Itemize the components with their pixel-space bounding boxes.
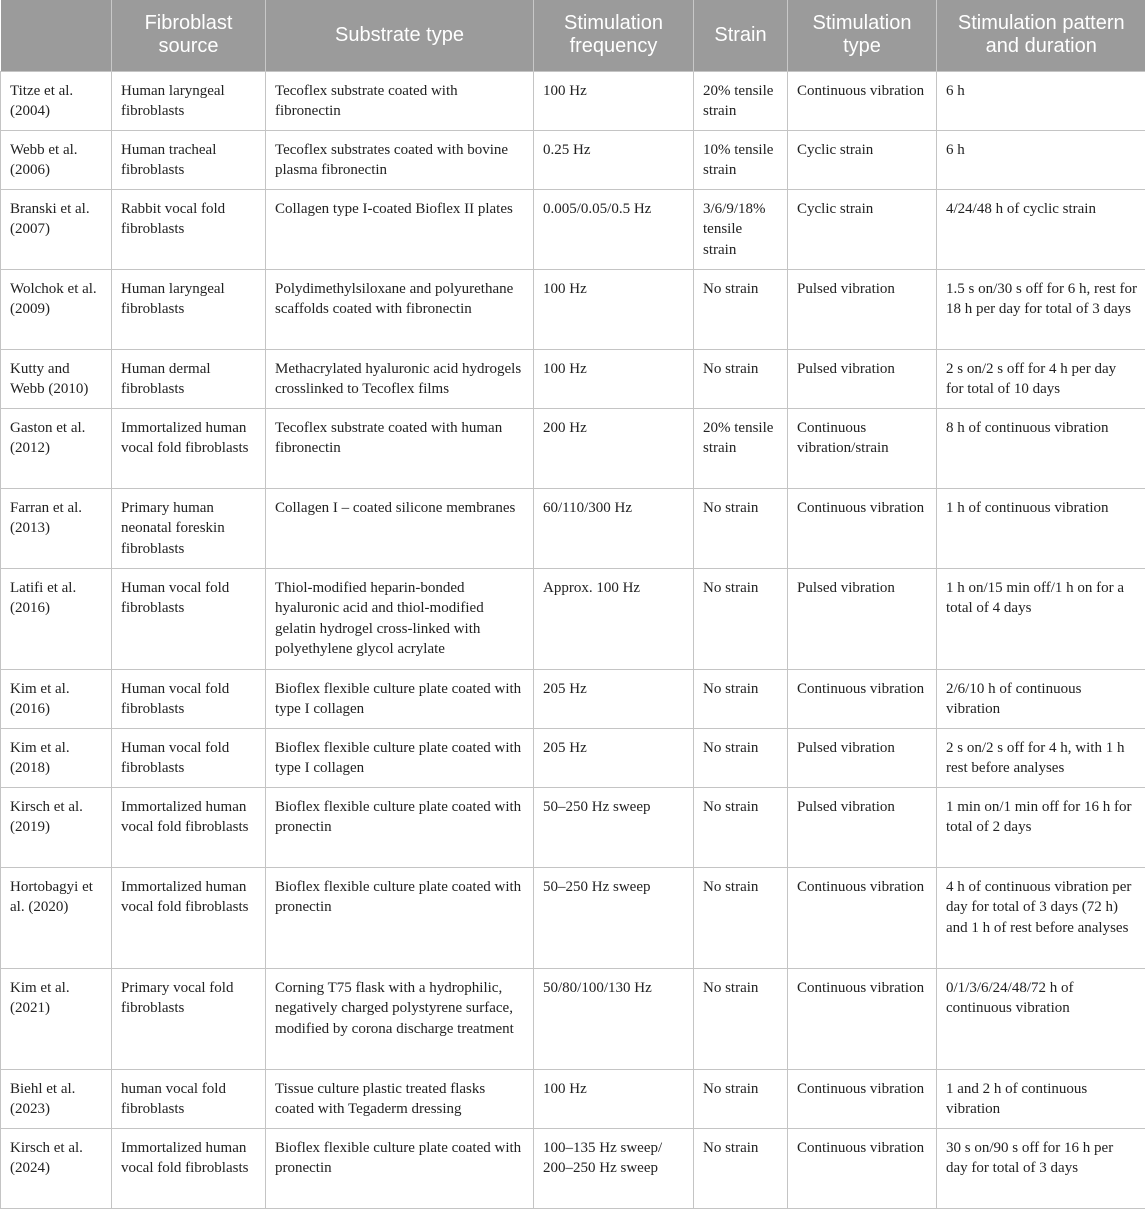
cell-substrate-type: Polydimethylsiloxane and polyurethane scaffolds coated with fibronectin — [266, 269, 534, 349]
cell-study: Gaston et al. (2012) — [1, 408, 112, 488]
table-row — [1, 408, 1145, 488]
cell-strain: No strain — [694, 669, 788, 728]
cell-substrate-type: Tecoflex substrates coated with bovine plasma fibronectin — [266, 130, 534, 189]
header-stimulation-frequency: Stimulation frequency — [534, 0, 694, 71]
cell-substrate-type: Collagen type I-coated Bioflex II plates — [266, 189, 534, 269]
cell-stimulation-type: Cyclic strain — [788, 130, 937, 189]
table-row — [1, 71, 1145, 130]
cell-strain: No strain — [694, 787, 788, 867]
cell-study: Kirsch et al. (2019) — [1, 787, 112, 867]
cell-stimulation-pattern: 2 s on/2 s off for 4 h per day for total of 10 days — [937, 349, 1145, 408]
cell-stimulation-frequency: Approx. 100 Hz — [534, 568, 694, 669]
table-row — [1, 568, 1145, 669]
cell-substrate-type: Bioflex flexible culture plate coated with pronectin — [266, 1128, 534, 1208]
cell-fibroblast-source: Human vocal fold fibroblasts — [112, 669, 266, 728]
cell-stimulation-type: Continuous vibration — [788, 1128, 937, 1208]
table-row — [1, 1128, 1145, 1208]
cell-stimulation-pattern: 1.5 s on/30 s off for 6 h, rest for 18 h per day for total of 3 days — [937, 269, 1145, 349]
cell-strain: 20% tensile strain — [694, 408, 788, 488]
cell-study: Kirsch et al. (2024) — [1, 1128, 112, 1208]
cell-strain: No strain — [694, 349, 788, 408]
cell-stimulation-type: Pulsed vibration — [788, 787, 937, 867]
table-header — [1, 0, 1145, 71]
cell-substrate-type: Bioflex flexible culture plate coated with type I collagen — [266, 728, 534, 787]
cell-strain: No strain — [694, 488, 788, 568]
table-row — [1, 968, 1145, 1069]
cell-substrate-type: Collagen I – coated silicone membranes — [266, 488, 534, 568]
table-body — [1, 71, 1145, 1208]
cell-stimulation-type: Continuous vibration — [788, 968, 937, 1069]
cell-substrate-type: Bioflex flexible culture plate coated with pronectin — [266, 787, 534, 867]
cell-fibroblast-source: Human dermal fibroblasts — [112, 349, 266, 408]
cell-fibroblast-source: Immortalized human vocal fold fibroblasts — [112, 408, 266, 488]
cell-stimulation-frequency: 50–250 Hz sweep — [534, 867, 694, 968]
cell-stimulation-frequency: 205 Hz — [534, 669, 694, 728]
cell-fibroblast-source: Primary vocal fold fibroblasts — [112, 968, 266, 1069]
table-row — [1, 349, 1145, 408]
cell-stimulation-type: Pulsed vibration — [788, 349, 937, 408]
cell-fibroblast-source: Human laryngeal fibroblasts — [112, 269, 266, 349]
table-row — [1, 1069, 1145, 1128]
cell-substrate-type: Bioflex flexible culture plate coated with type I collagen — [266, 669, 534, 728]
cell-stimulation-pattern: 6 h — [937, 130, 1145, 189]
cell-stimulation-frequency: 60/110/300 Hz — [534, 488, 694, 568]
cell-stimulation-pattern: 2/6/10 h of continuous vibration — [937, 669, 1145, 728]
cell-fibroblast-source: Primary human neonatal foreskin fibroblasts — [112, 488, 266, 568]
cell-strain: 20% tensile strain — [694, 71, 788, 130]
cell-study: Biehl et al. (2023) — [1, 1069, 112, 1128]
cell-strain: 3/6/9/18% tensile strain — [694, 189, 788, 269]
cell-fibroblast-source: Human vocal fold fibroblasts — [112, 728, 266, 787]
cell-strain: No strain — [694, 728, 788, 787]
cell-stimulation-type: Pulsed vibration — [788, 269, 937, 349]
cell-substrate-type: Tissue culture plastic treated flasks coated with Tegaderm dressing — [266, 1069, 534, 1128]
cell-stimulation-frequency: 100 Hz — [534, 71, 694, 130]
cell-stimulation-frequency: 100 Hz — [534, 349, 694, 408]
cell-stimulation-pattern: 4 h of continuous vibration per day for total of 3 days (72 h) and 1 h of rest before analyses — [937, 867, 1145, 968]
cell-stimulation-pattern: 1 and 2 h of continuous vibration — [937, 1069, 1145, 1128]
cell-substrate-type: Methacrylated hyaluronic acid hydrogels crosslinked to Tecoflex films — [266, 349, 534, 408]
table-row — [1, 787, 1145, 867]
header-stimulation-type: Stimulation type — [788, 0, 937, 71]
cell-strain: No strain — [694, 968, 788, 1069]
cell-stimulation-pattern: 1 h of continuous vibration — [937, 488, 1145, 568]
cell-stimulation-frequency: 100 Hz — [534, 1069, 694, 1128]
cell-strain: No strain — [694, 269, 788, 349]
cell-substrate-type: Corning T75 flask with a hydrophilic, negatively charged polystyrene surface, modified by corona discharge treatment — [266, 968, 534, 1069]
cell-stimulation-type: Continuous vibration/strain — [788, 408, 937, 488]
cell-study: Latifi et al. (2016) — [1, 568, 112, 669]
cell-fibroblast-source: Human tracheal fibroblasts — [112, 130, 266, 189]
cell-fibroblast-source: Rabbit vocal fold fibroblasts — [112, 189, 266, 269]
header-study — [1, 0, 112, 71]
cell-study: Wolchok et al. (2009) — [1, 269, 112, 349]
cell-stimulation-pattern: 8 h of continuous vibration — [937, 408, 1145, 488]
header-fibroblast-source: Fibroblast source — [112, 0, 266, 71]
cell-stimulation-type: Continuous vibration — [788, 488, 937, 568]
cell-stimulation-type: Pulsed vibration — [788, 728, 937, 787]
cell-fibroblast-source: human vocal fold fibroblasts — [112, 1069, 266, 1128]
cell-stimulation-frequency: 0.005/0.05/0.5 Hz — [534, 189, 694, 269]
header-substrate-type: Substrate type — [266, 0, 534, 71]
cell-strain: No strain — [694, 1069, 788, 1128]
cell-fibroblast-source: Immortalized human vocal fold fibroblasts — [112, 1128, 266, 1208]
cell-study: Kim et al. (2016) — [1, 669, 112, 728]
cell-stimulation-type: Continuous vibration — [788, 1069, 937, 1128]
cell-substrate-type: Bioflex flexible culture plate coated with pronectin — [266, 867, 534, 968]
table-row — [1, 189, 1145, 269]
cell-substrate-type: Thiol-modified heparin-bonded hyaluronic acid and thiol-modified gelatin hydrogel cross-linked with polyethylene glycol acrylate — [266, 568, 534, 669]
header-strain: Strain — [694, 0, 788, 71]
cell-strain: No strain — [694, 1128, 788, 1208]
cell-stimulation-frequency: 100 Hz — [534, 269, 694, 349]
cell-strain: 10% tensile strain — [694, 130, 788, 189]
cell-stimulation-type: Continuous vibration — [788, 71, 937, 130]
cell-stimulation-frequency: 50/80/100/130 Hz — [534, 968, 694, 1069]
cell-stimulation-type: Continuous vibration — [788, 669, 937, 728]
cell-study: Kim et al. (2018) — [1, 728, 112, 787]
cell-stimulation-type: Cyclic strain — [788, 189, 937, 269]
table-row — [1, 867, 1145, 968]
cell-study: Kutty and Webb (2010) — [1, 349, 112, 408]
cell-strain: No strain — [694, 867, 788, 968]
cell-stimulation-frequency: 100–135 Hz sweep/ 200–250 Hz sweep — [534, 1128, 694, 1208]
header-stimulation-pattern: Stimulation pattern and duration — [937, 0, 1145, 71]
cell-fibroblast-source: Immortalized human vocal fold fibroblasts — [112, 787, 266, 867]
cell-stimulation-frequency: 205 Hz — [534, 728, 694, 787]
table-row — [1, 728, 1145, 787]
cell-stimulation-pattern: 0/1/3/6/24/48/72 h of continuous vibration — [937, 968, 1145, 1069]
cell-study: Webb et al. (2006) — [1, 130, 112, 189]
cell-stimulation-pattern: 30 s on/90 s off for 16 h per day for total of 3 days — [937, 1128, 1145, 1208]
cell-fibroblast-source: Immortalized human vocal fold fibroblasts — [112, 867, 266, 968]
cell-stimulation-frequency: 50–250 Hz sweep — [534, 787, 694, 867]
table-row — [1, 488, 1145, 568]
cell-stimulation-pattern: 1 h on/15 min off/1 h on for a total of 4 days — [937, 568, 1145, 669]
cell-study: Titze et al. (2004) — [1, 71, 112, 130]
cell-study: Hortobagyi et al. (2020) — [1, 867, 112, 968]
cell-strain: No strain — [694, 568, 788, 669]
cell-study: Farran et al. (2013) — [1, 488, 112, 568]
cell-fibroblast-source: Human vocal fold fibroblasts — [112, 568, 266, 669]
table-row — [1, 669, 1145, 728]
cell-stimulation-pattern: 1 min on/1 min off for 16 h for total of 2 days — [937, 787, 1145, 867]
cell-substrate-type: Tecoflex substrate coated with human fibronectin — [266, 408, 534, 488]
cell-stimulation-type: Continuous vibration — [788, 867, 937, 968]
table-row — [1, 130, 1145, 189]
cell-stimulation-frequency: 0.25 Hz — [534, 130, 694, 189]
cell-stimulation-frequency: 200 Hz — [534, 408, 694, 488]
cell-stimulation-pattern: 2 s on/2 s off for 4 h, with 1 h rest before analyses — [937, 728, 1145, 787]
table-row — [1, 269, 1145, 349]
cell-study: Kim et al. (2021) — [1, 968, 112, 1069]
cell-study: Branski et al. (2007) — [1, 189, 112, 269]
cell-stimulation-pattern: 6 h — [937, 71, 1145, 130]
header-row — [1, 0, 1145, 71]
cell-stimulation-pattern: 4/24/48 h of cyclic strain — [937, 189, 1145, 269]
cell-stimulation-type: Pulsed vibration — [788, 568, 937, 669]
cell-substrate-type: Tecoflex substrate coated with fibronectin — [266, 71, 534, 130]
cell-fibroblast-source: Human laryngeal fibroblasts — [112, 71, 266, 130]
